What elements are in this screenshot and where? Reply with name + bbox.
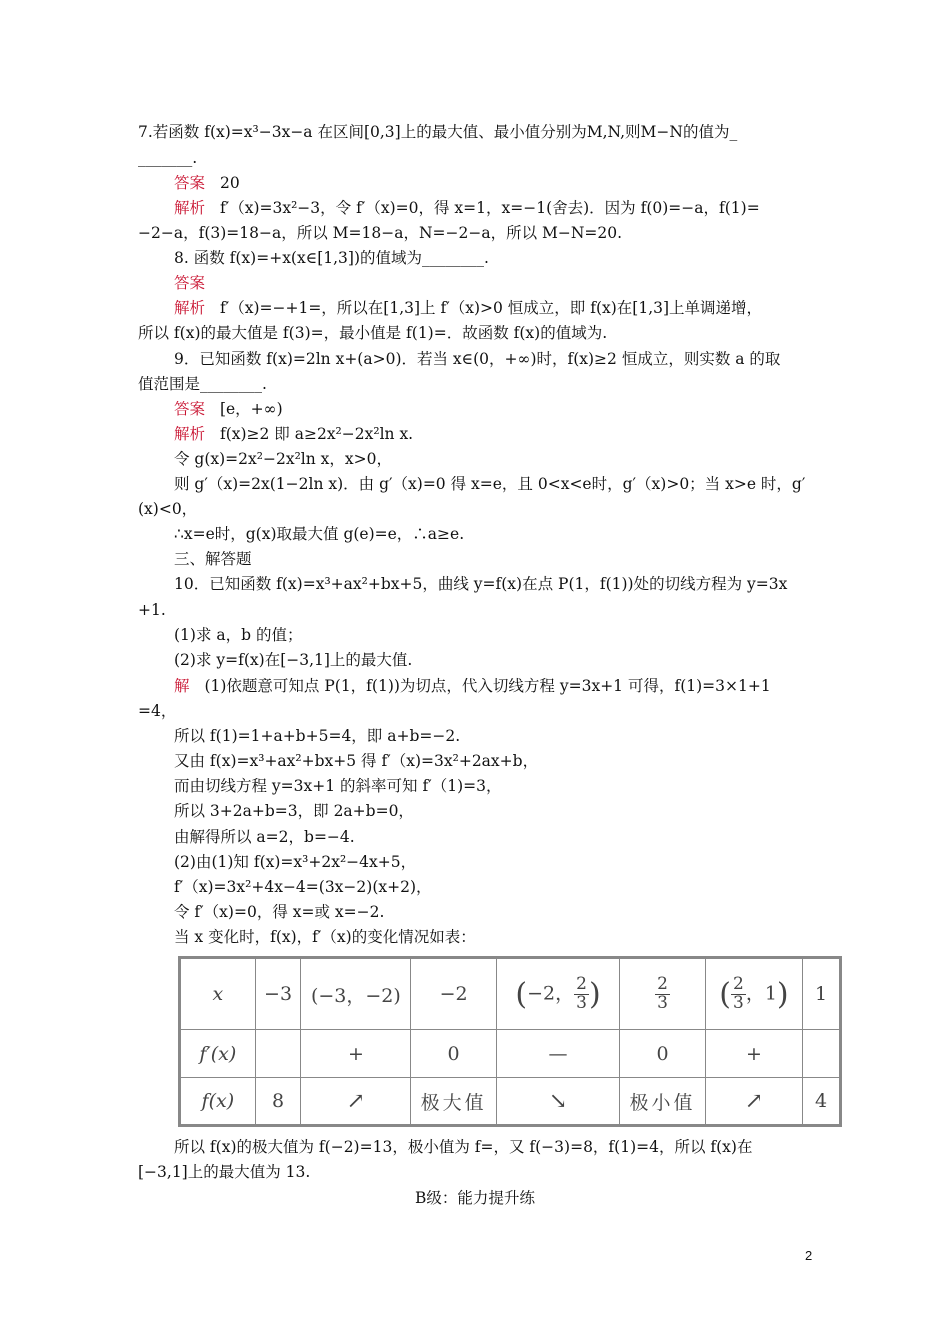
solution-9-line5: ∴x=e时，g(x)取最大值 g(e)=e，∴a≥e.: [174, 525, 465, 543]
question-9: 9．已知函数 f(x)=2ln x+(a>0)．若当 x∈(0，+∞)时，f(x)≥2 恒成立，则实数 a 的取: [174, 350, 781, 368]
table-cell: 4: [803, 1078, 841, 1126]
increasing-arrow-icon: ↗: [301, 1078, 411, 1126]
question-10-part2: (2)求 y=f(x)在[−3,1]上的最大值.: [174, 651, 413, 669]
table-cell: 0: [620, 1030, 705, 1078]
table-cell: −3: [255, 958, 301, 1030]
table-cell: [255, 1030, 301, 1078]
solution-label: 解析: [174, 425, 206, 443]
table-header-f: f(x): [180, 1078, 256, 1126]
table-cell: (−3，−2): [301, 958, 411, 1030]
table-cell: +: [705, 1030, 802, 1078]
table-row-f: [180, 1078, 841, 1126]
solution-label: 解析: [174, 299, 206, 317]
increasing-arrow-icon: ↗: [705, 1078, 802, 1126]
question-10-cont: +1.: [138, 601, 166, 619]
table-cell-fraction: $\frac{2}{3}$: [620, 958, 705, 1030]
solution-10-line: 由解得所以 a=2，b=−4.: [174, 828, 355, 846]
answer-9: [174, 398, 283, 420]
answer-8: [174, 272, 205, 294]
solution-9-line3: 则 g′（x)=2x(1−2ln x)．由 g′（x)=0 得 x=e，且 0<x<e时，g′（x)>0；当 x>e 时，g′: [174, 475, 806, 493]
question-7: 7.若函数 f(x)=x³−3x−a 在区间[0,3]上的最大值、最小值分别为M,N,则M−N的值为_: [138, 123, 738, 141]
table-row-x: [180, 958, 841, 1030]
section-heading: 三、解答题: [174, 550, 252, 568]
solution-text: f′（x)=−+1=，所以在[1,3]上 f′（x)>0 恒成立，即 f(x)在[1,3]上单调递增，: [219, 299, 763, 317]
solution-9-line2: 令 g(x)=2x²−2x²ln x，x>0，: [174, 450, 392, 468]
answer-value: [e，+∞): [219, 400, 283, 418]
table-cell: [803, 1030, 841, 1078]
answer-7: [174, 172, 240, 194]
conclusion-line: 所以 f(x)的极大值为 f(−2)=13，极小值为 f=，又 f(−3)=8，f(1)=4，所以 f(x)在: [174, 1138, 753, 1156]
decreasing-arrow-icon: ↘: [496, 1078, 619, 1126]
solution-10-line: 又由 f(x)=x³+ax²+bx+5 得 f′（x)=3x²+2ax+b，: [174, 752, 539, 770]
answer-label: 答案: [174, 174, 206, 192]
solution-8-cont: 所以 f(x)的最大值是 f(3)=，最小值是 f(1)=．故函数 f(x)的值域为.: [138, 324, 608, 342]
conclusion-line-cont: [−3,1]上的最大值为 13.: [138, 1163, 311, 1181]
solution-10-line: 所以 3+2a+b=3，即 2a+b=0，: [174, 802, 414, 820]
answer-label: 答案: [174, 400, 206, 418]
section-b-heading: B级：能力提升练: [415, 1189, 535, 1207]
solution-10-line: 而由切线方程 y=3x+1 的斜率可知 f′（1)=3，: [174, 777, 502, 795]
table-header-fprime: f′(x): [180, 1030, 256, 1078]
solution-text: f′（x)=3x²−3，令 f′（x)=0，得 x=1，x=−1(舍去)．因为 f(0)=−a，f(1)=: [219, 199, 760, 217]
solution-10-line: 所以 f(1)=1+a+b+5=4，即 a+b=−2.: [174, 727, 461, 745]
table-cell: —: [496, 1030, 619, 1078]
solution-text: (1)依题意可知点 P(1，f(1))为切点，代入切线方程 y=3x+1 可得，f(1)=3×1+1: [204, 677, 771, 695]
table-header-x: x: [180, 958, 256, 1030]
question-8: 8. 函数 f(x)=+x(x∈[1,3])的值域为________.: [174, 249, 489, 267]
question-10: 10．已知函数 f(x)=x³+ax²+bx+5，曲线 y=f(x)在点 P(1，f(1))处的切线方程为 y=3x: [174, 575, 788, 593]
page-number: 2: [805, 1248, 813, 1263]
solution-label: 解: [174, 677, 190, 695]
solution-10-line: (2)由(1)知 f(x)=x³+2x²−4x+5，: [174, 853, 417, 871]
solution-label: 解析: [174, 199, 206, 217]
table-cell: 8: [255, 1078, 301, 1126]
solution-9: [174, 423, 413, 445]
solution-text: f(x)≥2 即 a≥2x²−2x²ln x.: [219, 425, 414, 443]
question-7-blank: _______.: [138, 149, 198, 167]
variation-table: [178, 956, 842, 1127]
solution-10: [174, 675, 771, 697]
table-cell: 0: [411, 1030, 497, 1078]
table-cell: +: [301, 1030, 411, 1078]
solution-10-line: 令 f′（x)=0，得 x=或 x=−2.: [174, 903, 385, 921]
table-cell: −2: [411, 958, 497, 1030]
answer-label: 答案: [174, 274, 206, 292]
table-cell-interval: ( $\frac{2}{3}$ ，1): [705, 958, 802, 1030]
solution-7-cont: −2−a，f(3)=18−a，所以 M=18−a，N=−2−a，所以 M−N=20.: [138, 224, 623, 242]
solution-8: [174, 297, 762, 319]
answer-value: 20: [219, 174, 240, 192]
question-9-cont: 值范围是________.: [138, 375, 267, 393]
table-cell: 极大值: [411, 1078, 497, 1126]
solution-10-line: 当 x 变化时，f(x)，f′（x)的变化情况如表：: [174, 928, 476, 946]
table-cell: 极小值: [620, 1078, 705, 1126]
table-row-fprime: [180, 1030, 841, 1078]
table-cell: 1: [803, 958, 841, 1030]
solution-10-line: f′（x)=3x²+4x−4=(3x−2)(x+2)，: [174, 878, 432, 896]
solution-9-line4: (x)<0，: [138, 500, 198, 518]
solution-10-cont: =4，: [138, 702, 177, 720]
solution-7: [174, 197, 760, 219]
table-cell-interval: (−2， $\frac{2}{3}$ ): [496, 958, 619, 1030]
question-10-part1: (1)求 a，b 的值；: [174, 626, 303, 644]
